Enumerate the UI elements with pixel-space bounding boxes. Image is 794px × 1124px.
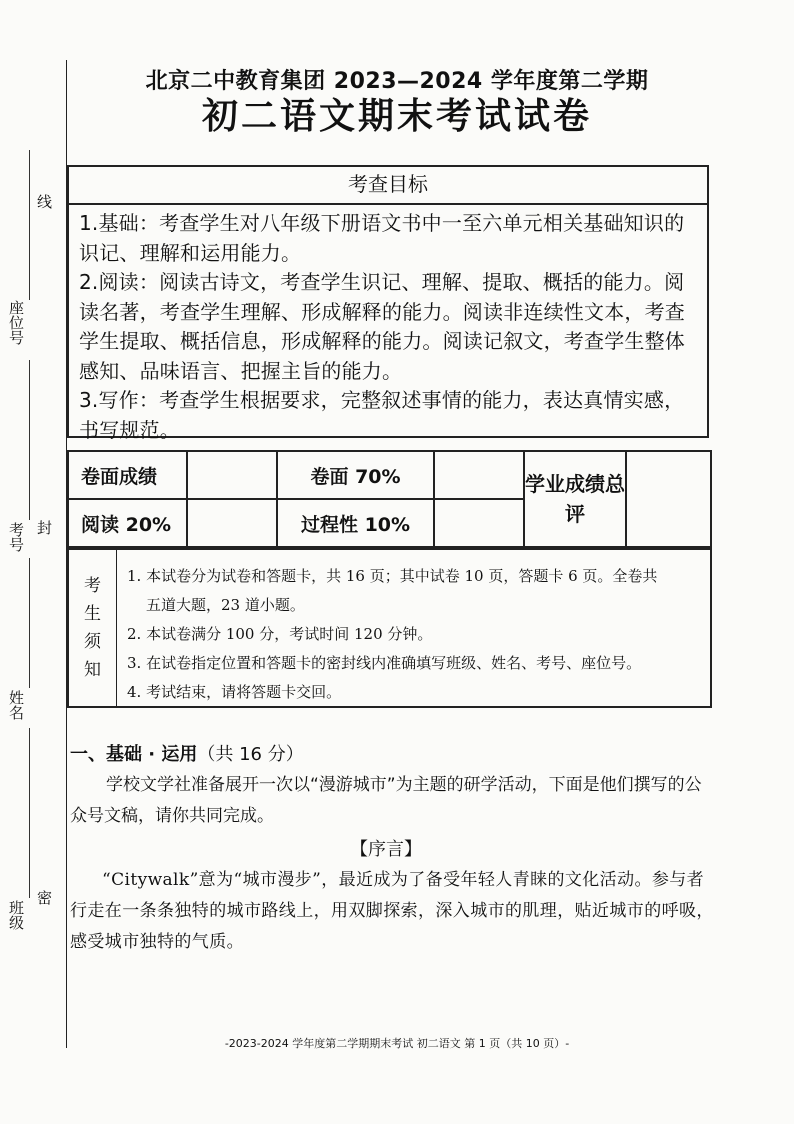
objectives-heading: 考查目标 xyxy=(69,167,707,205)
seal-xian: 线 xyxy=(35,194,53,209)
score-table xyxy=(67,450,712,548)
class-label: 班级 xyxy=(7,900,25,930)
section1-intro: 学校文学社准备展开一次以“漫游城市”为主题的研学活动，下面是他们撰写的公众号文稿，请你共同完成。 xyxy=(70,775,702,826)
objective-item: 2.阅读：阅读古诗文，考查学生识记、理解、提取、概括的能力。阅读名著，考查学生理解、形成解释的能力。阅读非连续性文本，考查学生提取、概括信息，形成解释的能力。阅读记叙文，考查学生整体感知、品味语言、把握主旨的能力。 xyxy=(79,270,685,383)
name-blank xyxy=(29,558,30,688)
overall-cell[interactable] xyxy=(626,451,711,547)
seat-blank xyxy=(29,150,30,300)
seal-mi: 密 xyxy=(35,890,53,905)
name-label: 姓名 xyxy=(7,690,25,720)
seat-label: 座位号 xyxy=(7,300,25,345)
seal-feng: 封 xyxy=(35,520,53,535)
objective-item: 1.基础：考查学生对八年级下册语文书中一至六单元相关基础知识的识记、理解和运用能力。 xyxy=(79,211,685,265)
class-blank xyxy=(29,728,30,898)
paper-pct-cell[interactable] xyxy=(434,451,524,499)
page-footer: -2023-2024 学年度第二学期期末考试 初二语文 第 1 页（共 10 页）- xyxy=(224,1037,570,1050)
notice-item: 4. 考试结束，请将答题卡交回。 xyxy=(127,683,342,701)
notice-list xyxy=(117,550,665,706)
reading-pct-cell[interactable] xyxy=(187,499,277,547)
objectives-box xyxy=(67,165,709,442)
notice-item-cont: 五道大题，23 道小题。 xyxy=(146,596,305,614)
notice-item: 3. 在试卷指定位置和答题卡的密封线内准确填写班级、姓名、考号、座位号。 xyxy=(127,654,642,672)
exam-no-blank xyxy=(29,360,30,520)
paper-score-cell[interactable] xyxy=(187,451,277,499)
exam-no-label: 考号 xyxy=(7,522,25,552)
paper-score-label: 卷面成绩 xyxy=(68,451,187,499)
notice-item: 2. 本试卷满分 100 分，考试时间 120 分钟。 xyxy=(127,625,433,643)
process-pct-label: 过程性 10% xyxy=(277,499,434,547)
candidate-notice xyxy=(67,548,712,708)
process-pct-cell[interactable] xyxy=(434,499,524,547)
overall-label: 学业成绩总评 xyxy=(524,451,626,547)
notice-label: 考 生 须 知 xyxy=(69,550,117,706)
paper-pct-label: 卷面 70% xyxy=(277,451,434,499)
section1-heading: 一、基础 · 运用（共 16 分） xyxy=(70,744,304,765)
exam-title-line1: 北京二中教育集团 2023—2024 学年度第二学期 xyxy=(145,69,649,94)
preface-title: 【序言】 xyxy=(350,839,422,860)
reading-pct-label: 阅读 20% xyxy=(68,499,187,547)
preface-text: “Citywalk”意为“城市漫步”，最近成为了备受年轻人青睐的文化活动。参与者行走在一条条独特的城市路线上，用双脚探索，深入城市的肌理，贴近城市的呼吸，感受城市独特的气质。 xyxy=(70,870,714,952)
objective-item: 3.写作：考查学生根据要求，完整叙述事情的能力，表达真情实感，书写规范。 xyxy=(79,388,685,442)
notice-item: 1. 本试卷分为试卷和答题卡，共 16 页；其中试卷 10 页，答题卡 6 页。全卷共 xyxy=(127,567,658,585)
exam-title-line2: 初二语文期末考试试卷 xyxy=(201,96,592,137)
